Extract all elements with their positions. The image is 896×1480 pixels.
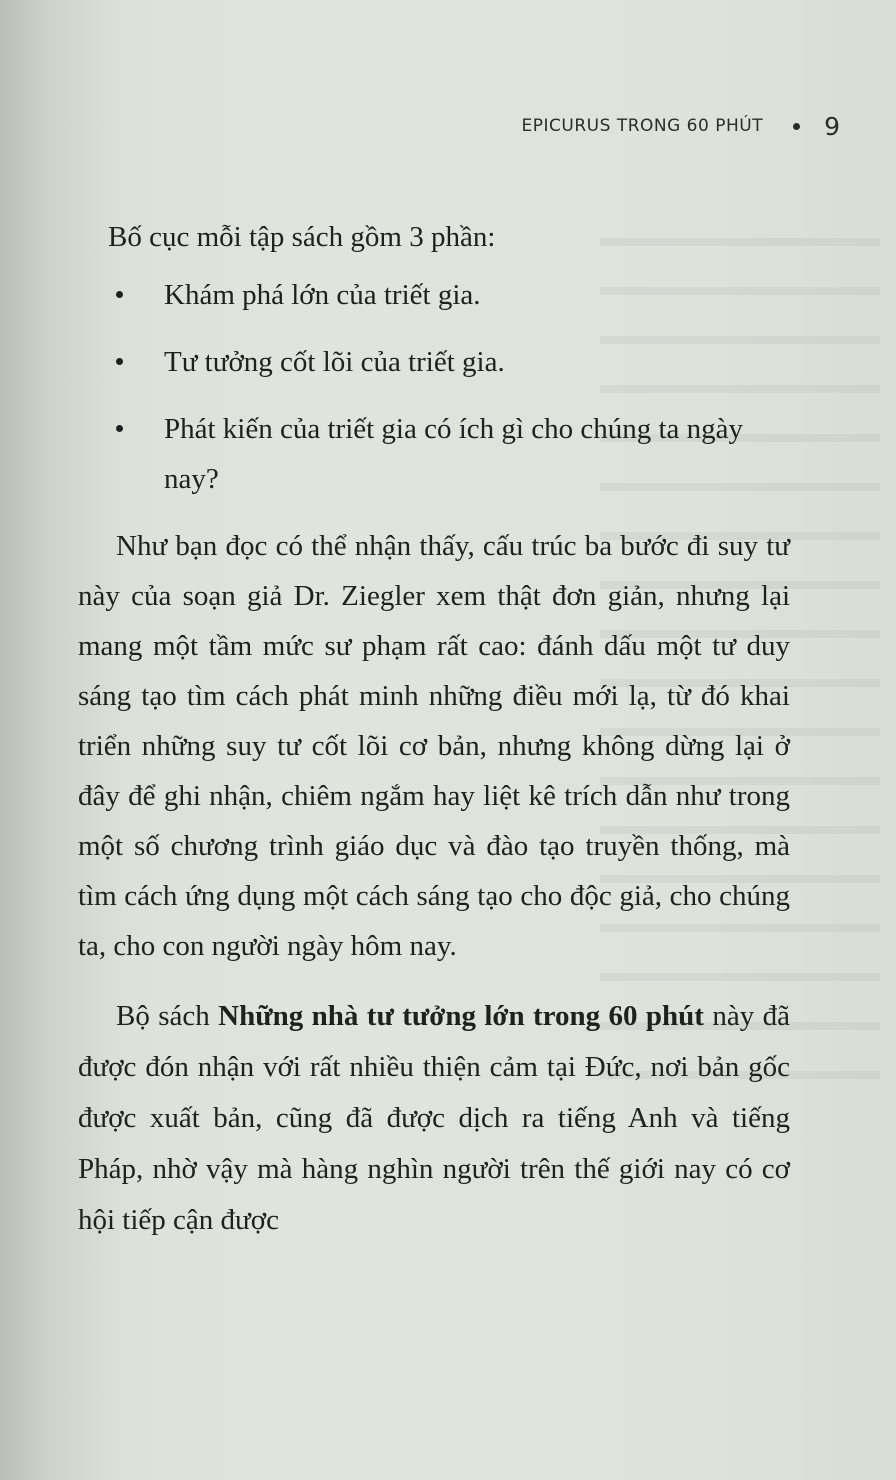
bullet-icon bbox=[116, 291, 123, 298]
bullet-list bbox=[78, 270, 790, 504]
bullet-text: Khám phá lớn của triết gia. bbox=[164, 279, 481, 311]
series-suffix: này đã được đón nhận với rất nhiều thiện cảm tại Đức, nơi bản gốc được xuất bản, cũng đã được dịch ra tiếng Anh và tiếng Pháp, nhờ vậy mà hàng nghìn người trên thế giới nay có cơ hội tiếp cận được bbox=[78, 1000, 790, 1236]
series-title: Những nhà tư tưởng lớn trong 60 phút bbox=[218, 1000, 704, 1032]
bullet-item bbox=[78, 270, 790, 320]
bullet-text: Tư tưởng cốt lõi của triết gia. bbox=[164, 346, 505, 378]
bullet-text: Phát kiến của triết gia có ích gì cho chúng ta ngày nay? bbox=[164, 413, 744, 495]
header-bullet-icon bbox=[793, 123, 800, 130]
running-title: EPICURUS TRONG 60 PHÚT bbox=[521, 116, 764, 136]
bullet-icon bbox=[116, 425, 123, 432]
bullet-item bbox=[78, 404, 790, 504]
bullet-item bbox=[78, 337, 790, 387]
intro-line: Bố cục mỗi tập sách gồm 3 phần: bbox=[108, 221, 496, 253]
bullet-icon bbox=[116, 358, 123, 365]
paragraph-structure: Như bạn đọc có thể nhận thấy, cấu trúc ba bước đi suy tư này của soạn giả Dr. Ziegler xem thật đơn giản, nhưng lại mang một tầm mức sư phạm rất cao: đánh dấu một tư duy sáng tạo tìm cách phát minh những điều mới lạ, từ đó khai triển những suy tư cốt lõi cơ bản, nhưng không dừng lại ở đây để ghi nhận, chiêm ngắm hay liệt kê trích dẫn như trong một số chương trình giáo dục và đào tạo truyền thống, mà tìm cách ứng dụng một cách sáng tạo cho độc giả, cho chúng ta, cho con người ngày hôm nay. bbox=[78, 530, 790, 962]
body-text bbox=[78, 212, 790, 1246]
paragraph-series bbox=[78, 991, 790, 1246]
page-number: 9 bbox=[824, 111, 840, 141]
running-header bbox=[460, 112, 840, 140]
series-prefix: Bộ sách bbox=[116, 1000, 219, 1032]
